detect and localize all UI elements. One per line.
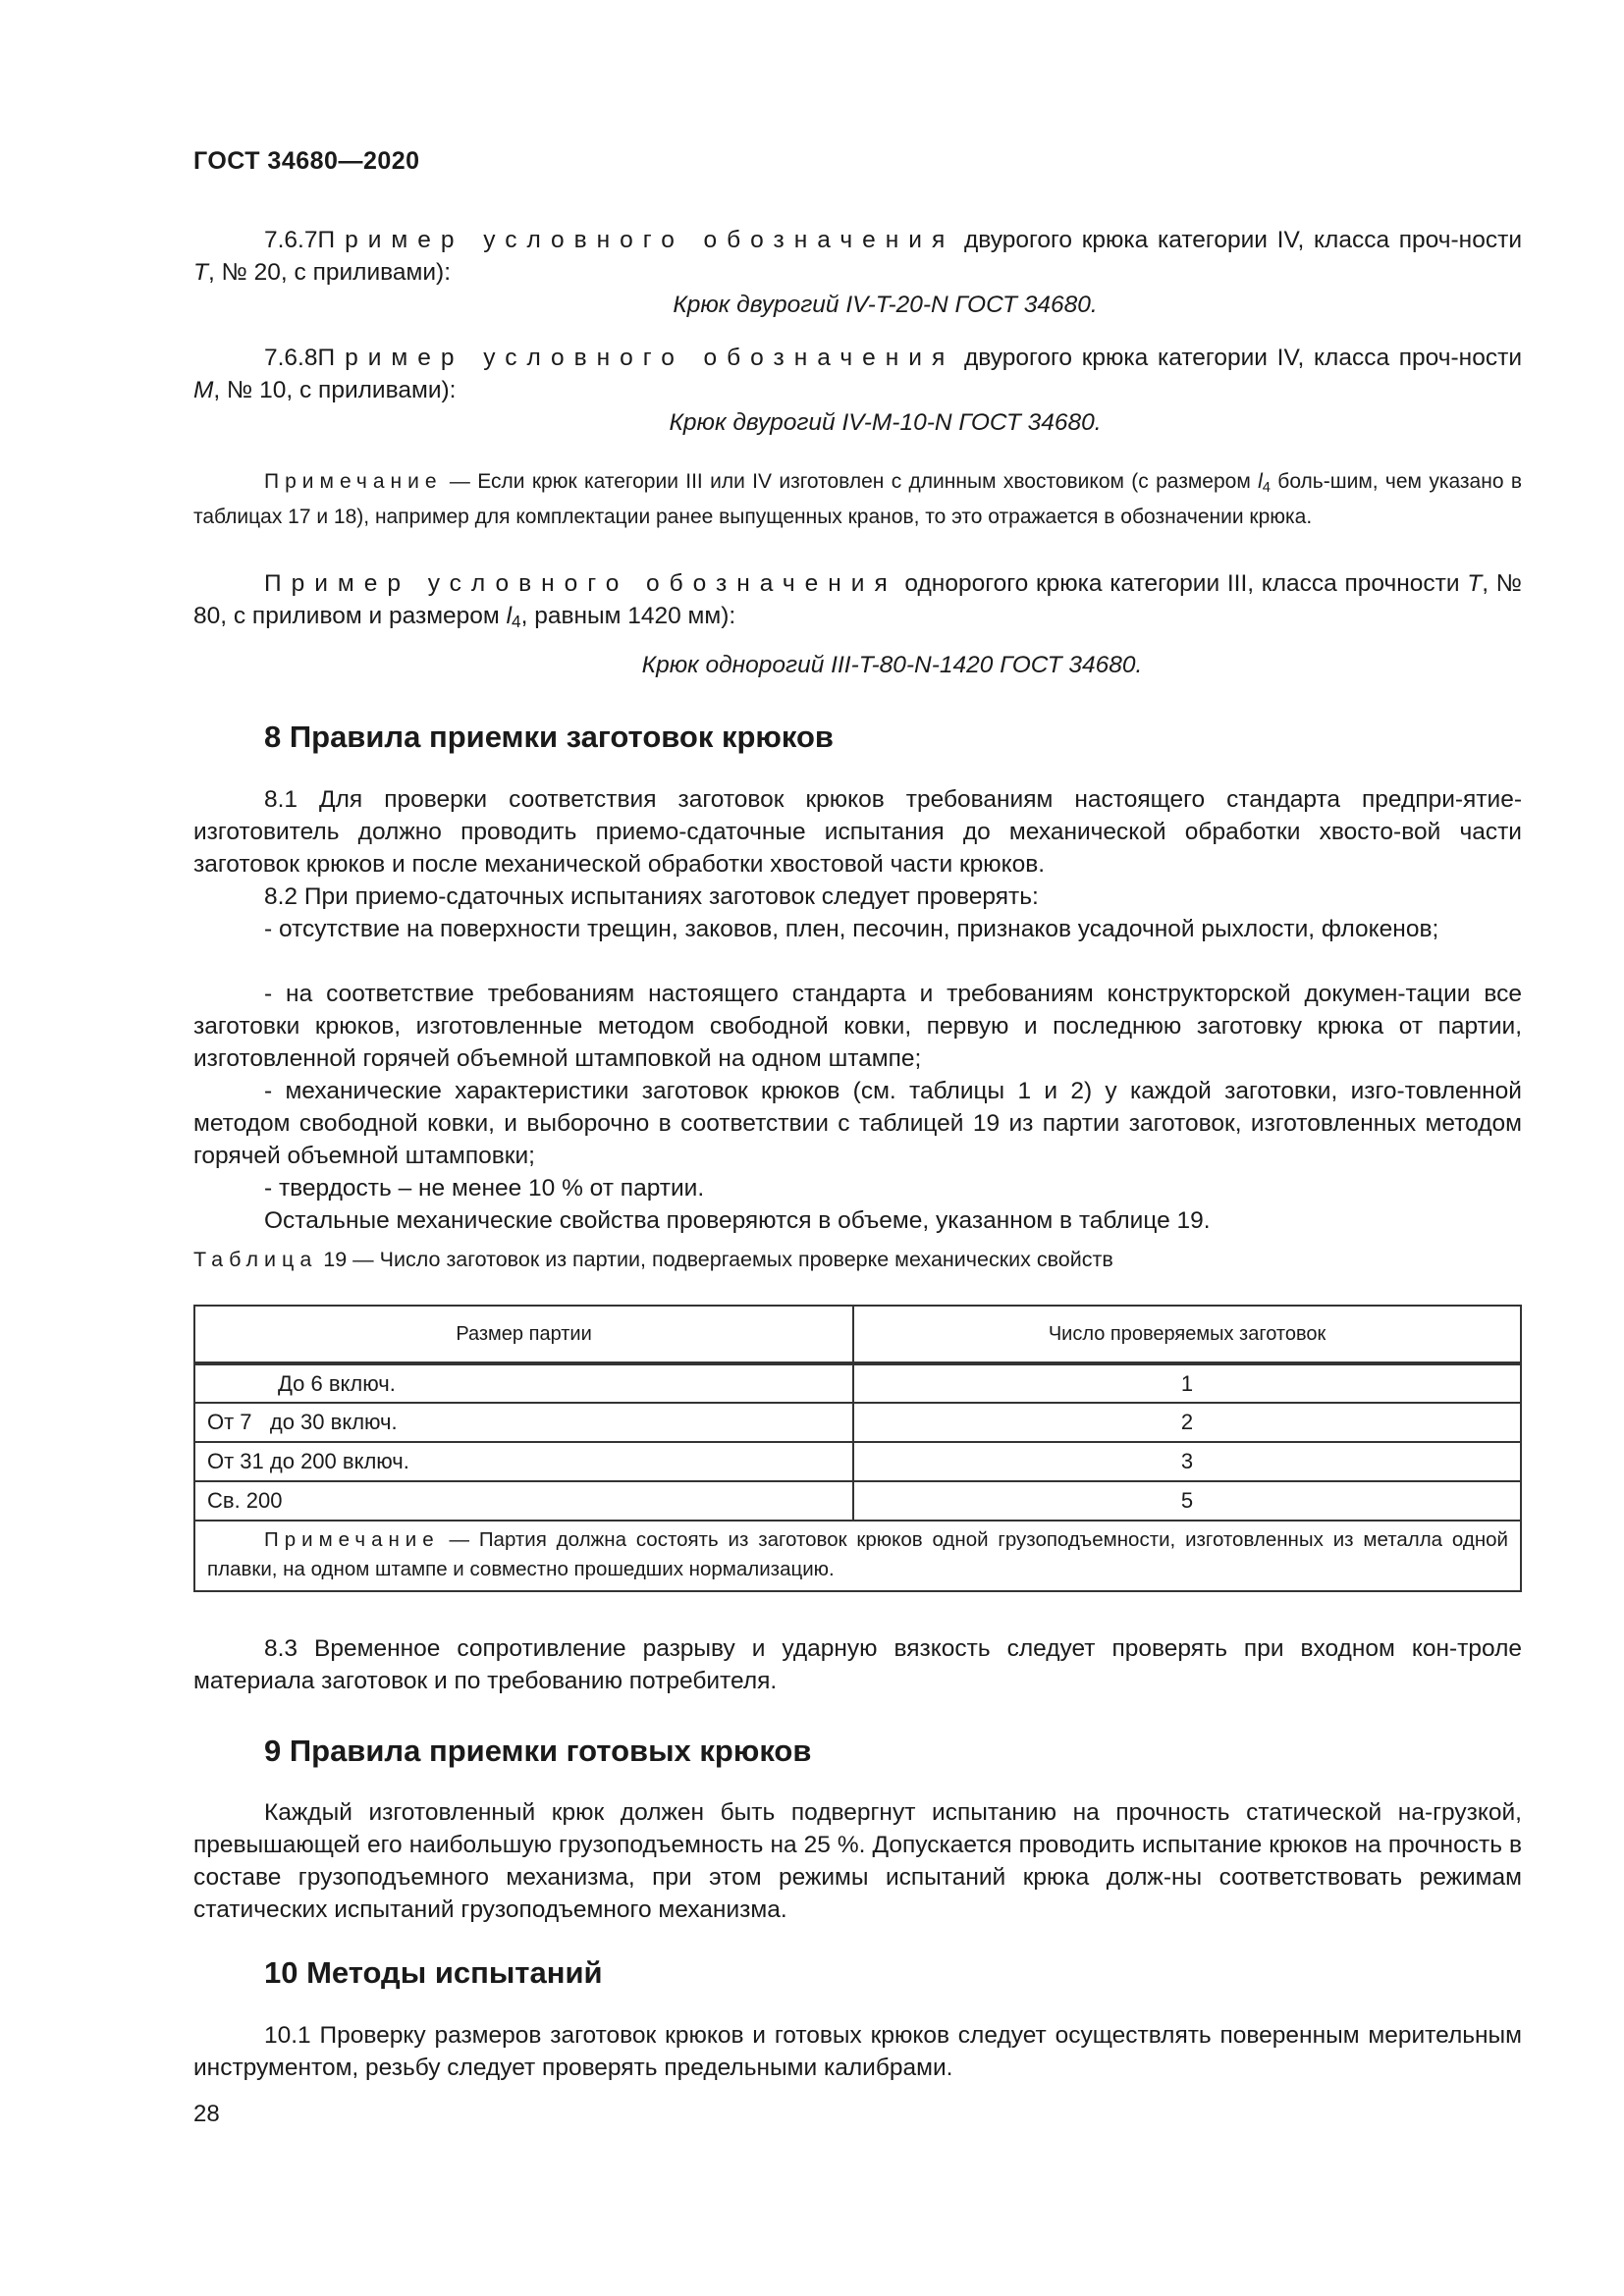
strength-class-var: Т [1467, 570, 1483, 597]
note [193, 467, 1522, 531]
list-item: - твердость – не менее 10 % от партии. [264, 1175, 705, 1201]
spaced-term: Пример условного обозначения [317, 345, 955, 371]
table-cell: 3 [853, 1442, 1521, 1481]
clause-text: , № 20, с приливами): [207, 259, 452, 286]
section-heading: 8 Правила приемки заготовок крюков [264, 720, 834, 754]
table-cell: 2 [853, 1403, 1521, 1442]
note-text: — Партия должна состоять из заготовок крюков одной грузоподъемности, изготовленных из металла одной плавки, на одном штампе и совместно прошедших нормализацию. [207, 1528, 1508, 1580]
spaced-term: Пример условного обозначения [317, 227, 955, 253]
clause-number: 7.6.7 [264, 227, 318, 253]
clause-7-6-8 [193, 342, 1522, 406]
clause-text: , равным 1420 мм): [520, 603, 736, 629]
paragraph-8-3: 8.3 Временное сопротивление разрыву и ударную вязкость следует проверять при входном кон-троле материала заготовок и по требованию потребителя. [193, 1635, 1522, 1694]
dimension-var: l [506, 603, 513, 629]
dimension-subscript: 4 [512, 612, 521, 631]
table-title [193, 1248, 1113, 1272]
column-header: Число проверяемых заготовок [853, 1306, 1521, 1363]
dimension-var: l [1258, 470, 1263, 493]
strength-class-var: Т [193, 259, 208, 286]
example-designation: Крюк двурогий IV-M-10-N ГОСТ 34680. [669, 409, 1102, 436]
paragraph: Остальные механические свойства проверяются в объеме, указанном в таблице 19. [264, 1207, 1211, 1234]
table-cell: До 6 включ. [194, 1363, 853, 1403]
table-header-row [194, 1306, 1521, 1363]
table-cell: От 31 до 200 включ. [194, 1442, 853, 1481]
example-paragraph [193, 567, 1522, 638]
note-label: Примечание [264, 470, 443, 493]
table-note-row [194, 1521, 1521, 1591]
dimension-subscript: 4 [1262, 480, 1271, 496]
paragraph: Каждый изготовленный крюк должен быть подвергнут испытанию на прочность статической на-грузкой, превышающей его наибольшую грузоподъемность на 25 %. Допускается проводить испытание крюков на прочность в составе грузоподъемного механизма, при этом режимы испытаний крюка долж-ны соответствовать режимам статических испытаний грузоподъемного механизма. [193, 1799, 1522, 1923]
clause-text: двурогого крюка категории IV, класса проч-ности [954, 227, 1522, 253]
clause-text: однорогого крюка категории III, класса прочности [896, 570, 1468, 597]
table-row [194, 1363, 1521, 1403]
list-item: - отсутствие на поверхности трещин, заковов, плен, песочин, признаков усадочной рыхлости, флокенов; [264, 916, 1439, 942]
table-row [194, 1403, 1521, 1442]
table-19 [193, 1305, 1522, 1592]
clause-text: , № 10, с приливами): [213, 377, 457, 403]
note-text: боль-шим, чем указано в таблицах 17 и 18), например для комплектации ранее выпущенных кранов, то это отражается в обозначении крюка. [193, 470, 1522, 528]
clause-7-6-7 [193, 224, 1522, 289]
table-note [194, 1521, 1521, 1591]
table-label: Таблица [193, 1248, 318, 1271]
table-cell: От 7 до 30 включ. [194, 1403, 853, 1442]
example-designation: Крюк двурогий IV-T-20-N ГОСТ 34680. [673, 292, 1098, 318]
note-text: — Если крюк категории III или IV изготовлен с длинным хвостовиком (с размером [442, 470, 1259, 493]
document-header: ГОСТ 34680—2020 [193, 147, 420, 175]
page-number: 28 [193, 2101, 220, 2127]
note-label: Примечание [264, 1528, 440, 1551]
table-row [194, 1442, 1521, 1481]
clause-text: , № 80, с приливом и размером [193, 570, 1522, 629]
list-item: - механические характеристики заготовок крюков (см. таблицы 1 и 2) у каждой заготовки, изго-товленной методом свободной ковки, и выборочно в соответствии с таблицей 19 из партии заготовок, изготовленных методом горячей объемной штамповки; [193, 1078, 1522, 1169]
table-cell: Св. 200 [194, 1481, 853, 1521]
example-designation: Крюк однорогий III-T-80-N-1420 ГОСТ 34680. [641, 652, 1143, 678]
paragraph-8-1: 8.1 Для проверки соответствия заготовок крюков требованиям настоящего стандарта предпри-ятие-изготовитель должно проводить приемо-сдаточные испытания до механической обработки хвосто-вой части заготовок крюков и после механической обработки хвостовой части крюков. [193, 786, 1522, 878]
section-heading: 9 Правила приемки готовых крюков [264, 1734, 812, 1768]
list-item: - на соответствие требованиям настоящего стандарта и требованиям конструкторской докумен-тации все заготовки крюков, изготовленные методом свободной ковки, первую и последнюю заготовку крюка от партии, изготовленной горячей объемной штамповкой на одном штампе; [193, 981, 1522, 1072]
table-caption: 19 — Число заготовок из партии, подвергаемых проверке механических свойств [317, 1248, 1113, 1271]
paragraph-10-1: 10.1 Проверку размеров заготовок крюков и готовых крюков следует осуществлять поверенным мерительным инструментом, резьбу следует проверять предельными калибрами. [193, 2022, 1522, 2081]
column-header: Размер партии [194, 1306, 853, 1363]
paragraph-8-2: 8.2 При приемо-сдаточных испытаниях заготовок следует проверять: [264, 883, 1039, 910]
clause-number: 7.6.8 [264, 345, 318, 371]
section-heading: 10 Методы испытаний [264, 1955, 603, 1990]
table-cell: 1 [853, 1363, 1521, 1403]
table-row [194, 1481, 1521, 1521]
strength-class-var: М [193, 377, 214, 403]
clause-text: двурогого крюка категории IV, класса проч-ности [954, 345, 1522, 371]
spaced-term: Пример условного обозначения [264, 570, 897, 597]
table-cell: 5 [853, 1481, 1521, 1521]
